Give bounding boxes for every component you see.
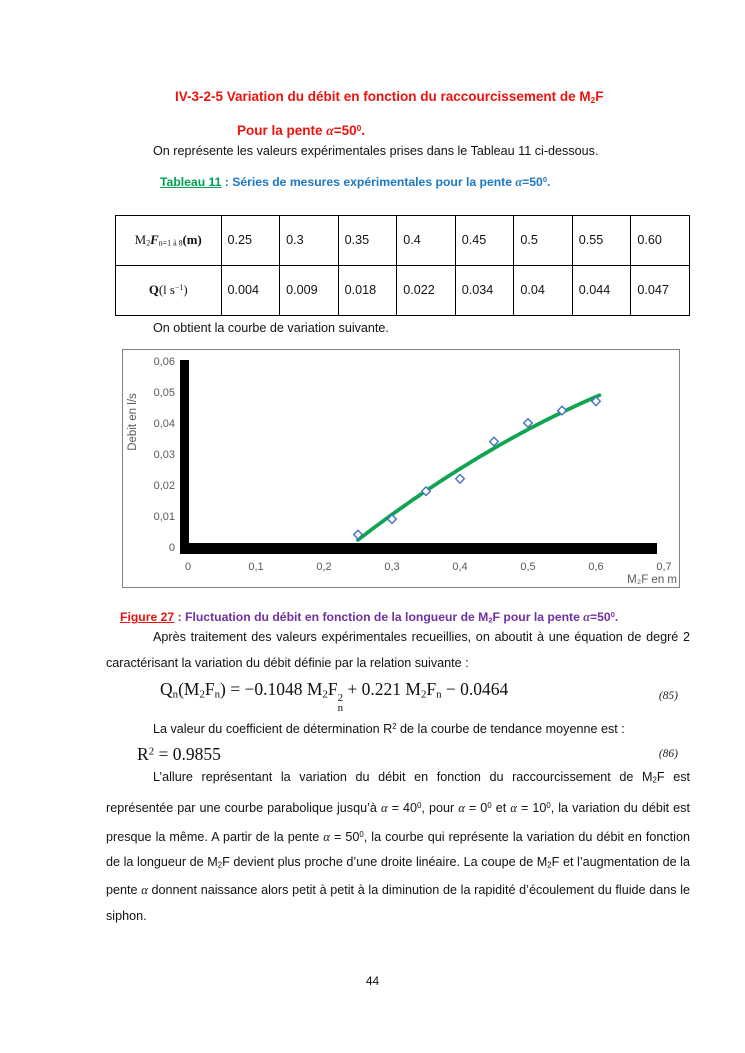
x-tick-label: 0 [184, 561, 192, 573]
data-point-marker [456, 475, 465, 484]
table-cell: 0.034 [455, 265, 514, 315]
y-axis-title: Debit en l/s [127, 393, 139, 451]
x-tick-label: 0,5 [520, 561, 536, 573]
table-cell: 0.55 [572, 215, 631, 265]
paragraph-equation-intro: Après traitement des valeurs expérimentales recueillies, on aboutit à une équation de degré 2 caractérisant la variation du débit définie par la relation suivante : [106, 630, 690, 670]
table-cell: 0.04 [514, 265, 572, 315]
table-cell: 0.60 [631, 215, 690, 265]
y-tick-label: 0,06 [153, 356, 175, 368]
y-tick-label: 0,01 [153, 511, 175, 523]
equation-86 [106, 744, 690, 765]
x-tick-label: 0,7 [656, 561, 672, 573]
figure-caption-label: Figure 27 [120, 610, 175, 624]
y-tick-label: 0,02 [153, 480, 175, 492]
equation-85-body: Qn(M2Fn) = −0.1048 M2F 2 n + 0.221 M2Fn − 0.0464 [160, 679, 509, 715]
measurements-table-body [116, 215, 690, 315]
y-tick-label: 0,05 [153, 387, 175, 399]
table-cell: 0.004 [221, 265, 280, 315]
x-tick-label: 0,6 [588, 561, 604, 573]
table-row-header: M2Fn=1 à 8(m) [116, 215, 222, 265]
x-tick-label: 0,3 [384, 561, 400, 573]
table-cell: 0.35 [338, 215, 397, 265]
paragraph-closing: L’allure représentant la variation du débit en fonction du raccourcissement de M2F est représentée par une courbe parabolique jusqu’à $\alpha = 40^0$, pour $\alpha = 0^0$ et $\alpha = 10^0$, la variation du débit est presque la même. A partir de la pente $\alpha = 50^0$, la courbe qui représente la variation du débit en fonction de la longueur de M2F devient plus proche d’une droite linéaire. La coupe de M2F et l’augmentation de la pente α donnent naissance alors petit à petit à la diminution de la rapidité d’écoulement du fluide dans le siphon. [106, 769, 690, 923]
figure-caption-text: : Fluctuation du débit en fonction de la longueur de M2F pour la pente $\alpha=50^0$. [174, 610, 619, 625]
section-heading-line2: Pour la pente $\alpha=50^0$. [237, 122, 366, 138]
table-cell: 0.45 [455, 215, 514, 265]
table-row [116, 215, 690, 265]
equation-86-body: $R^2 = 0.9855$ [137, 743, 221, 764]
paragraph-r2-intro: La valeur du coefficient de détermination $R^2$ de la courbe de tendance moyenne est : [153, 721, 625, 736]
equation-86-number: (86) [658, 748, 678, 761]
table-cell: 0.3 [280, 215, 339, 265]
table-row [116, 265, 690, 315]
table-row-header: Q(l $s^{-1}$) [116, 265, 222, 315]
debit-chart [123, 350, 679, 587]
x-axis-title: M₂F en m [627, 574, 677, 586]
figure-caption [106, 610, 690, 625]
table-cell: 0.018 [338, 265, 397, 315]
table-cell: 0.5 [514, 215, 572, 265]
y-tick-label: 0,03 [153, 449, 175, 461]
section-heading-line1: IV-3-2-5 Variation du débit en fonction du raccourcissement de M2F [175, 89, 604, 105]
paragraph-intro: On représente les valeurs expérimentales prises dans le Tableau 11 ci-dessous. [153, 144, 599, 158]
x-tick-label: 0,1 [248, 561, 264, 573]
chart-frame [122, 349, 680, 588]
table-cell: 0.047 [631, 265, 690, 315]
x-tick-label: 0,4 [452, 561, 468, 573]
table-cell: 0.044 [572, 265, 631, 315]
page-number: 44 [365, 974, 380, 988]
y-tick-label: 0,04 [153, 418, 175, 430]
y-axis [180, 360, 189, 554]
table-cell: 0.009 [280, 265, 339, 315]
table-caption-label: Tableau 11 [160, 174, 222, 189]
y-tick-label: 0 [168, 542, 175, 554]
x-axis [180, 543, 657, 554]
paragraph-after-table: On obtient la courbe de variation suivante. [153, 320, 389, 335]
measurements-table [115, 215, 690, 316]
x-tick-label: 0,2 [316, 561, 332, 573]
equation-85-number: (85) [658, 690, 678, 703]
table-caption [106, 175, 690, 190]
section-heading [106, 88, 690, 139]
table-cell: 0.25 [221, 215, 280, 265]
table-cell: 0.022 [397, 265, 456, 315]
table-cell: 0.4 [397, 215, 456, 265]
table-caption-text: : Séries de mesures expérimentales pour la pente $\alpha=50^0$. [221, 174, 551, 189]
equation-85 [106, 679, 690, 714]
